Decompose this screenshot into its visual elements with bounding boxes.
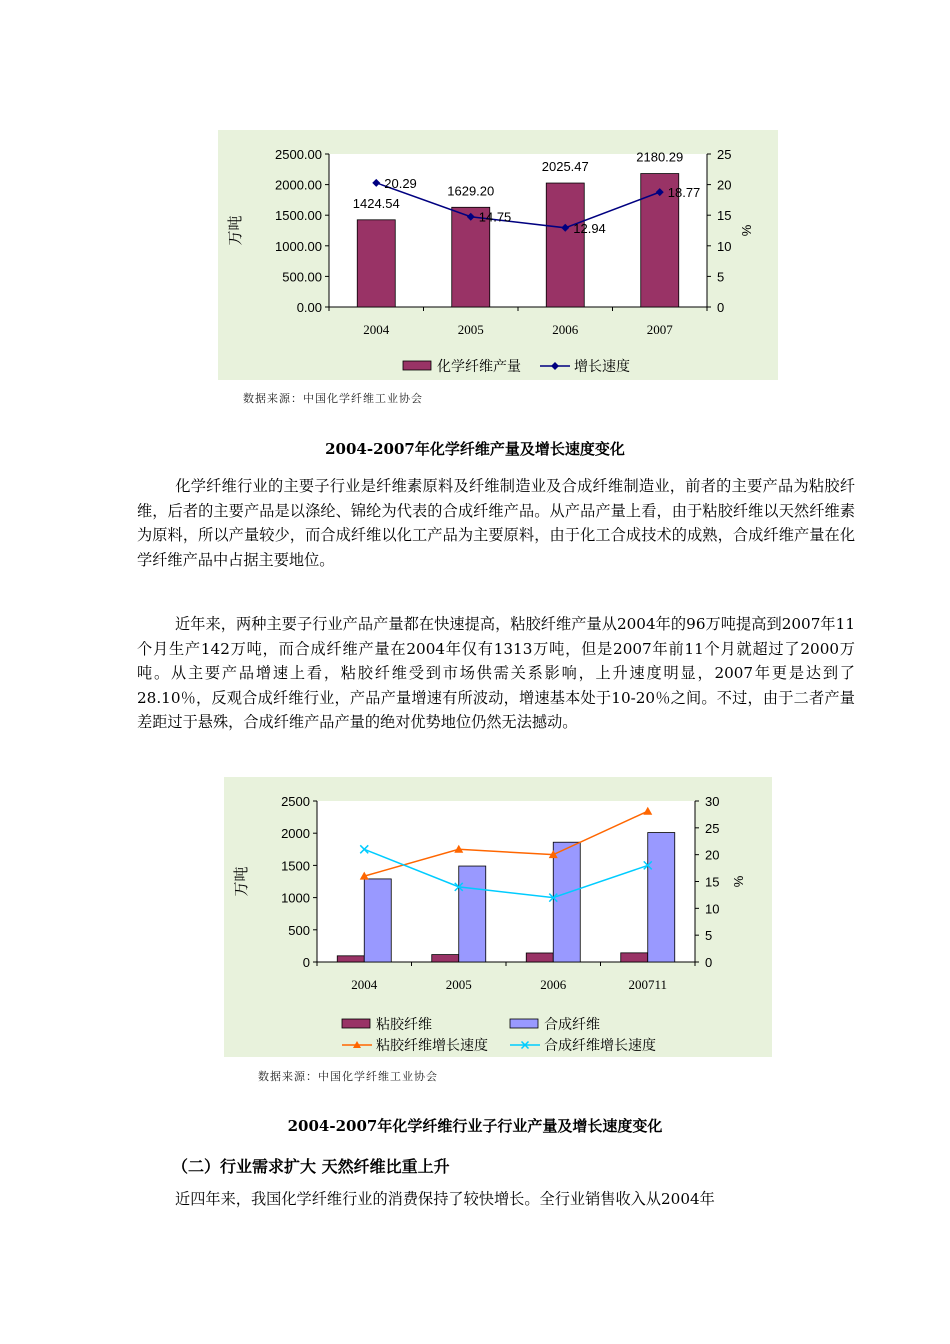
chart1-caption: 2004-2007年化学纤维产量及增长速度变化 (325, 440, 625, 458)
paragraph-3-text: 近四年来，我国化学纤维行业的消费保持了较快增长。全行业销售收入从2004年 (175, 1190, 715, 1208)
chart1-y2tick-label: 10 (717, 238, 732, 254)
chart2-bar-1 (337, 956, 364, 962)
chart1-line-value-label: 14.75 (478, 209, 512, 225)
section-heading: （二）行业需求扩大 天然纤维比重上升 (172, 1157, 450, 1176)
chart2-ytick-label: 1500 (281, 858, 310, 874)
chart1-ytick-label: 2000.00 (275, 177, 322, 193)
chart2-y2label: % (731, 875, 746, 888)
chart1-xtick-label: 2007 (646, 322, 673, 337)
chart2-y2tick-label: 15 (705, 874, 720, 890)
chart1-ytick-label: 1500.00 (275, 208, 322, 224)
chart1-canvas (218, 130, 778, 380)
chart2-caption: 2004-2007年化学纤维行业子行业产量及增长速度变化 (287, 1117, 663, 1135)
chart1-bar-value-label: 1629.20 (447, 183, 495, 199)
chart1-ytick-label: 1000.00 (275, 238, 322, 254)
paragraph-2-text: 近年来，两种主要子行业产品产量都在快速提高，粘胶纤维产量从2004年的96万吨提高到2007年11个月生产142万吨，而合成纤维产量在2004年仅有1313万吨，但是2007年前11个月就超过了2000万吨。从主要产品增速上看，粘胶纤维受到市场供需关系影响，上升速度明显，2007年更是达到了28.10％，反观合成纤维行业，产品产量增速有所波动，增速基本处于10-20％之间。不过，由于二者产量差距过于悬殊，合成纤维产品产量的绝对优势地位仍然无法撼动。 (137, 615, 855, 731)
chart1-y2tick-label: 0 (717, 300, 725, 315)
chart1-line-value-label: 12.94 (573, 220, 606, 236)
chart1-xtick-label: 2006 (552, 322, 579, 337)
chart1-ytick-label: 500.00 (282, 269, 322, 285)
chart1-legend-label: 化学纤维产量 (437, 359, 521, 375)
chart2-y2tick-label: 30 (705, 794, 720, 809)
chart2-bar-2 (553, 842, 580, 962)
chart2-bar-1 (432, 955, 459, 962)
chart1-y2tick-label: 20 (717, 177, 732, 193)
chart2-xtick-label: 2006 (540, 977, 567, 992)
chart-subsector-production (224, 777, 772, 1057)
chart-production-growth (218, 130, 778, 380)
chart2-ytick-label: 0 (302, 955, 310, 970)
chart1-legend-swatch (403, 361, 431, 370)
chart1-xtick-label: 2005 (457, 322, 484, 337)
chart2-source: 数据来源：中国化学纤维工业协会 (258, 1070, 438, 1083)
chart2-legend-label: 粘胶纤维增长速度 (376, 1038, 488, 1054)
chart1-legend-marker (551, 362, 559, 370)
chart2-canvas (224, 777, 772, 1057)
chart2-legend-swatch (342, 1019, 370, 1028)
chart2-ytick-label: 1000 (281, 890, 310, 906)
chart1-y2tick-label: 15 (717, 208, 732, 224)
chart1-y2tick-label: 5 (717, 269, 725, 285)
chart2-ytick-label: 500 (288, 922, 310, 938)
chart2-ytick-label: 2500 (281, 794, 310, 809)
chart2-legend-label: 合成纤维 (544, 1017, 600, 1033)
chart1-source: 数据来源：中国化学纤维工业协会 (243, 392, 423, 405)
chart2-legend-label: 合成纤维增长速度 (544, 1038, 656, 1054)
chart1-y2label: % (739, 224, 754, 237)
paragraph-3 (137, 1187, 855, 1212)
chart1-bar-1 (357, 220, 395, 307)
chart2-ytick-label: 2000 (281, 826, 310, 842)
chart2-xtick-label: 200711 (628, 977, 668, 992)
chart2-y2tick-label: 10 (705, 901, 720, 917)
chart1-line-value-label: 20.29 (384, 175, 417, 191)
chart1-bar-value-label: 1424.54 (352, 195, 400, 211)
chart1-line-value-label: 18.77 (667, 185, 701, 201)
chart1-bar-value-label: 2025.47 (541, 159, 589, 175)
chart1-bar-value-label: 2180.29 (636, 149, 684, 165)
chart1-y2tick-label: 25 (717, 147, 732, 162)
paragraph-1-text: 化学纤维行业的主要子行业是纤维素原料及纤维制造业及合成纤维制造业，前者的主要产品为粘胶纤维，后者的主要产品是以涤纶、锦纶为代表的合成纤维产品。从产品产量上看，由于粘胶纤维以天然纤维素为原料，所以产量较少，而合成纤维以化工产品为主要原料，由于化工合成技术的成熟，合成纤维产量在化学纤维产品中占据主要地位。 (137, 477, 855, 569)
chart2-legend-swatch (510, 1019, 538, 1028)
chart2-y2tick-label: 5 (705, 928, 713, 944)
chart2-y2tick-label: 20 (705, 847, 720, 863)
chart2-bar-2 (648, 833, 675, 962)
chart2-bar-1 (526, 953, 553, 962)
paragraph-2 (137, 612, 855, 735)
chart1-ytick-label: 2500.00 (275, 147, 322, 162)
chart1-ylabel: 万吨 (227, 215, 244, 246)
chart2-bar-1 (621, 953, 648, 962)
chart1-legend-label: 增长速度 (574, 359, 630, 375)
chart2-legend-label: 粘胶纤维 (376, 1017, 432, 1033)
chart1-ytick-label: 0.00 (296, 300, 322, 315)
chart2-xtick-label: 2004 (351, 977, 378, 992)
chart1-bar-1 (546, 183, 584, 307)
chart2-bar-2 (459, 866, 486, 962)
chart1-xtick-label: 2004 (363, 322, 390, 337)
chart2-xtick-label: 2005 (445, 977, 472, 992)
paragraph-1 (137, 474, 855, 572)
chart2-y2tick-label: 25 (705, 820, 720, 836)
chart2-bar-2 (364, 879, 391, 962)
chart2-ylabel: 万吨 (233, 866, 250, 897)
chart2-y2tick-label: 0 (705, 955, 713, 970)
